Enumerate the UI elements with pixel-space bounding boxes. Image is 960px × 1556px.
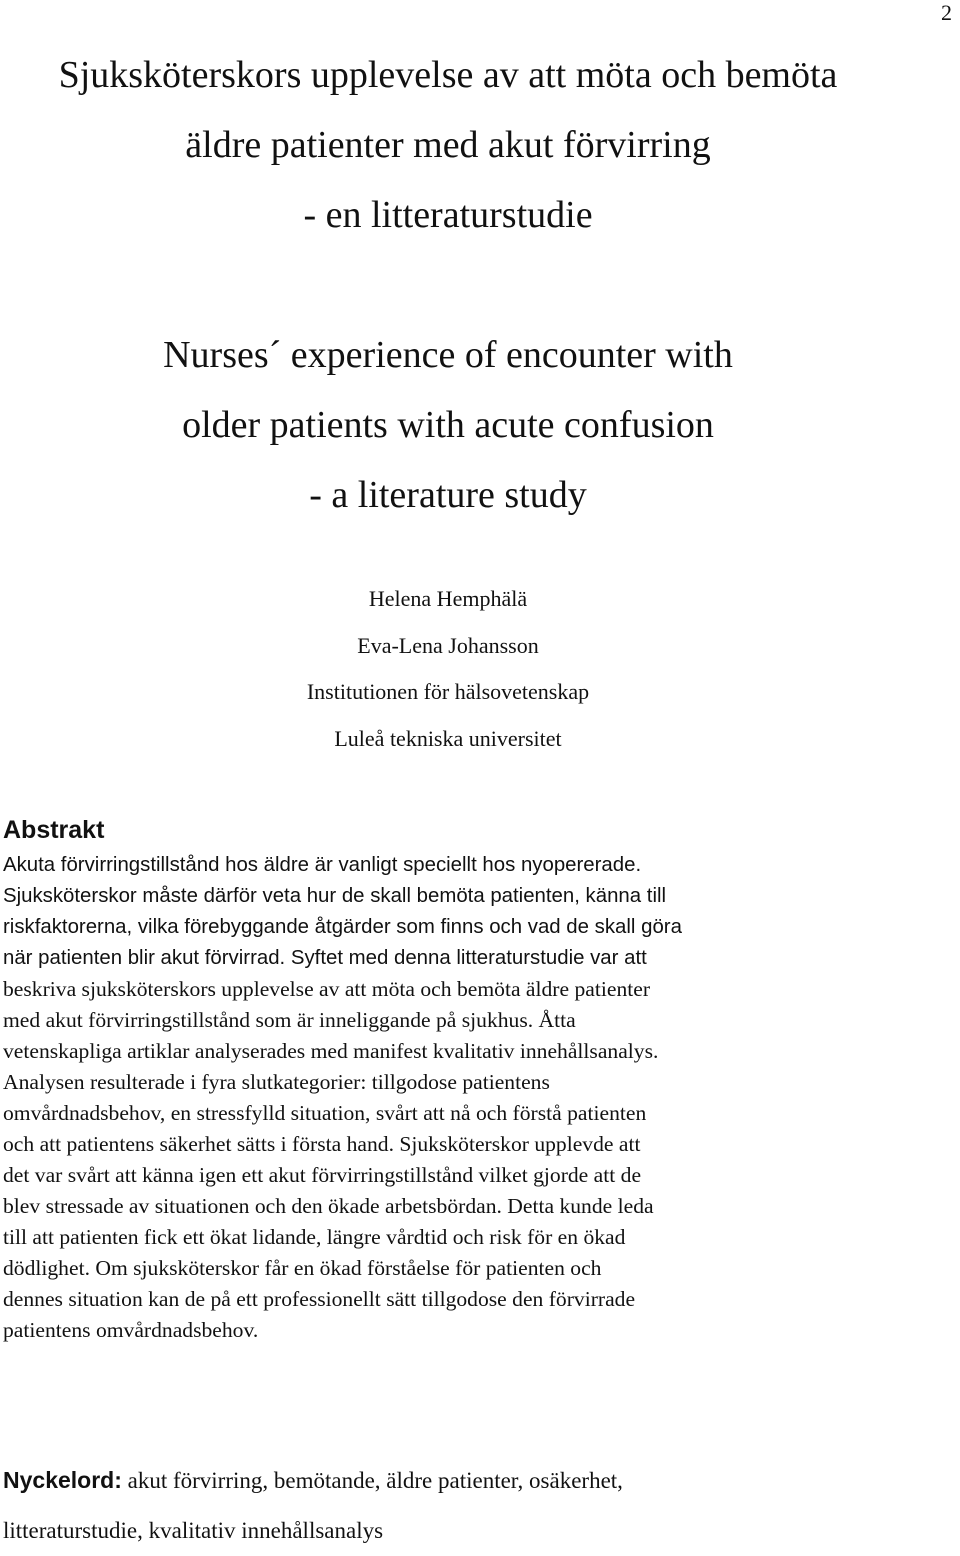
keywords-line bbox=[3, 1455, 943, 1506]
abstract-line: Analysen resulterade i fyra slutkategorier: tillgodose patientens bbox=[3, 1070, 550, 1094]
english-title-line: older patients with acute confusion bbox=[182, 404, 714, 446]
university: Luleå tekniska universitet bbox=[334, 726, 562, 752]
abstract-line: Sjuksköterskor måste därför veta hur de skall bemöta patienten, känna till bbox=[3, 885, 667, 907]
abstract-line: dödlighet. Om sjuksköterskor får en ökad förståelse för patienten och bbox=[3, 1256, 602, 1280]
institution: Institutionen för hälsovetenskap bbox=[306, 679, 590, 705]
abstract-heading: Abstrakt bbox=[3, 816, 105, 844]
abstract-line: det var svårt att känna igen ett akut förvirringstillstånd vilket gjorde att de bbox=[3, 1163, 642, 1187]
page-number: 2 bbox=[941, 0, 952, 25]
abstract-line: till att patienten fick ett ökat lidande, längre vårdtid och risk för en ökad bbox=[3, 1225, 626, 1249]
author-name: Eva-Lena Johansson bbox=[357, 632, 539, 658]
author-name: Helena Hemphälä bbox=[368, 586, 528, 611]
abstract-line: patientens omvårdnadsbehov. bbox=[3, 1318, 259, 1342]
abstract-line: blev stressade av situationen och den ökade arbetsbördan. Detta kunde leda bbox=[3, 1194, 654, 1218]
abstract-body bbox=[3, 850, 923, 1346]
swedish-title-line: Sjuksköterskors upplevelse av att möta och bemöta bbox=[58, 54, 838, 96]
abstract-line: beskriva sjuksköterskors upplevelse av att möta och bemöta äldre patienter bbox=[3, 977, 651, 1001]
swedish-title bbox=[0, 40, 896, 250]
keywords bbox=[3, 1455, 943, 1556]
abstract-line: riskfaktorerna, vilka förebyggande åtgärder som finns och vad de skall göra bbox=[3, 916, 682, 938]
abstract-line: med akut förvirringstillstånd som är inneliggande på sjukhus. Åtta bbox=[3, 1008, 576, 1032]
abstract-line: vetenskapliga artiklar analyserades med manifest kvalitativ innehållsanalys. bbox=[3, 1039, 659, 1063]
english-title-line: - a literature study bbox=[309, 474, 587, 516]
keywords-label: Nyckelord: bbox=[3, 1467, 122, 1493]
keywords-text: akut förvirring, bemötande, äldre patienter, osäkerhet, bbox=[121, 1468, 623, 1493]
swedish-title-line: - en litteraturstudie bbox=[303, 194, 593, 236]
abstract-line: dennes situation kan de på ett professionellt sätt tillgodose den förvirrade bbox=[3, 1287, 636, 1311]
abstract-line: och att patientens säkerhet sätts i första hand. Sjuksköterskor upplevde att bbox=[3, 1132, 641, 1156]
swedish-title-line: äldre patienter med akut förvirring bbox=[185, 124, 711, 166]
abstract-line: omvårdnadsbehov, en stressfylld situation, svårt att nå och förstå patienten bbox=[3, 1101, 647, 1125]
english-title-line: Nurses´ experience of encounter with bbox=[163, 334, 733, 376]
abstract-line: när patienten blir akut förvirrad. Syftet med denna litteraturstudie var att bbox=[3, 947, 647, 969]
author-block bbox=[0, 576, 896, 763]
abstract-line: Akuta förvirringstillstånd hos äldre är vanligt speciellt hos nyopererade. bbox=[3, 854, 642, 876]
keywords-line: litteraturstudie, kvalitativ innehållsanalys bbox=[3, 1518, 384, 1543]
english-title bbox=[0, 320, 896, 530]
